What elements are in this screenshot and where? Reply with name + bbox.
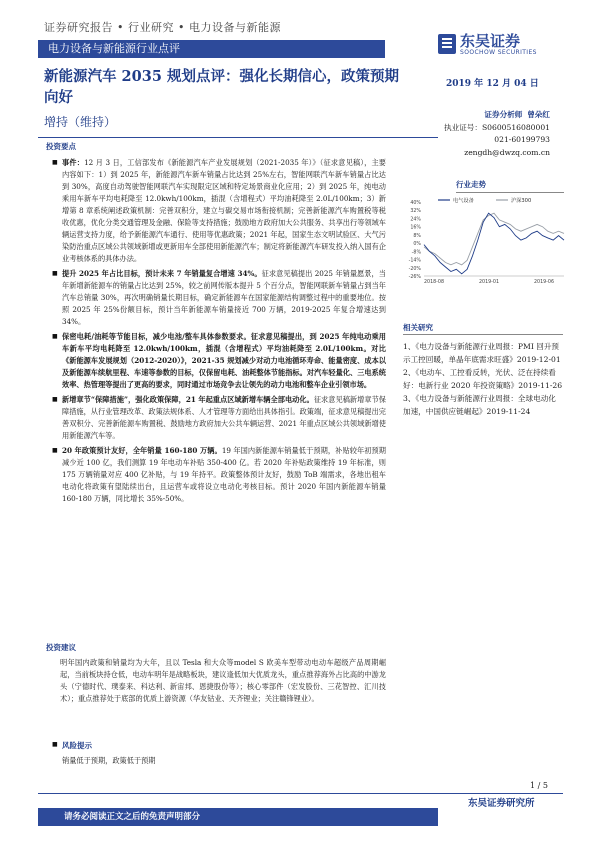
key-point <box>52 157 386 265</box>
risk-text: 销量低于预期，政策低于预期 <box>62 756 156 765</box>
y-tick-label: -26% <box>408 275 421 280</box>
key-point-lead: 20 年政策预计友好，全年销量 160-180 万辆。 <box>62 446 222 455</box>
key-point-text: 征求意见稿提出 2025 年销量愿景，当年新增新能源车的销量占比达到 25%，较之前网传版本提升 5 个百分点，智能网联新车销量占到当年汽车总销量 30%，再次明确销量长期目标，确定新能源车在国家能源结构调整过程中的重要地位。按照 2025 年 25%份额目标，预计当年新能源车销量接近 700 万辆，2019-2025 年复合增速达到 34%。 <box>62 269 386 326</box>
y-tick-label: -8% <box>411 250 421 256</box>
key-point <box>52 268 386 328</box>
trend-chart <box>398 196 568 286</box>
key-point-lead: 提升 2025 年占比目标，预计未来 7 年销量复合增速 34%。 <box>62 269 262 278</box>
series-line <box>424 213 564 274</box>
key-point-text: 征求意见稿新增章节保障措施，从行业管理改革、政策法规体系、人才管理等方面给出具体指引。政策端，征求意见稿提出完善双积分、完善新能源车购置税、鼓励地方政府加大公共车辆运营、2021 年重点区域公共领域新增使用新能源汽车等。 <box>62 395 386 440</box>
analyst-role: 证券分析师 <box>484 110 523 119</box>
section-key-points: 投资要点 <box>46 142 76 151</box>
page-number: 1 / 5 <box>530 781 548 790</box>
x-axis-labels <box>424 279 554 285</box>
legend-label: 沪深300 <box>511 198 532 204</box>
key-point <box>52 331 386 391</box>
section-risk: ■ 风险提示 <box>52 741 595 752</box>
y-tick-label: 32% <box>410 209 421 215</box>
chart-legend <box>438 196 531 204</box>
key-point-text: 19 年国内新能源车销量低于预期，补贴较年初预期减少近 100 亿，我们测算 19 年电动车补贴 350-400 亿。若 2020 年补贴政策维持 19 年标准，则 175 万辆销量对应 400 亿补贴，与 19 年持平。政策整体预计友好，鼓励 ToB 端需求，各地出租车电动化将政策有望陆续出台，且运营车或将设立电动化考核目标。预计 2020 年国内新能源车销量 160-180 万辆，同比增长 35%-50%。 <box>62 446 386 503</box>
y-tick-label: 8% <box>413 233 421 239</box>
logo-text-en: SOOCHOW SECURITIES <box>460 49 537 56</box>
key-point-lead: 新增章节“保障措施”，强化政策保障，21 年起重点区域新增车辆全部电动化。 <box>62 395 314 404</box>
brand-logo <box>438 30 558 60</box>
related-divider <box>403 334 563 335</box>
key-point-lead: 保密电耗/油耗等节能目标，减少电池/整车具体参数要求。 <box>62 332 251 341</box>
series-line <box>424 213 564 265</box>
analyst-cert: 执业证号：S0600516080001 <box>444 122 550 132</box>
footer-firm: 东吴证券研究所 <box>468 798 535 809</box>
related-item[interactable]: 2、《电动车、工控看反转，光伏、泛在持续看好：电新行业 2020 年投资策略》2019-11-26 <box>403 368 563 390</box>
key-point <box>52 394 386 442</box>
section-related: 相关研究 <box>403 323 433 332</box>
footer-divider <box>38 793 563 794</box>
section-investment-advice: 投资建议 <box>46 643 76 652</box>
x-tick-label: 2019-06 <box>533 280 555 285</box>
report-title: 新能源汽车 2035 规划点评：强化长期信心，政策预期向好 <box>44 68 399 106</box>
analyst-email[interactable]: zengdh@dwzq.com.cn <box>464 147 550 157</box>
divider <box>38 137 438 138</box>
disclaimer-band: 请务必阅读正文之后的免责声明部分 <box>38 808 438 826</box>
key-points-body <box>52 157 386 505</box>
logo-text-cn: 东吴证券 <box>460 32 521 50</box>
y-axis-labels <box>409 200 422 280</box>
logo-mark-icon <box>438 34 456 54</box>
y-tick-label: 0% <box>413 242 421 248</box>
y-tick-label: -14% <box>408 258 421 264</box>
key-point <box>52 445 386 505</box>
key-point-text: 征求意见稿提出，到 2025 年纯电动乘用车新车平均电耗降至 12.0kwh/100km，插混（含增程式）平均油耗降至 2.0L/100km。对比《新能源车发展规划（2012-2020）》，2021-35 规划减少对动力电池循环寿命、能量密度、成本以及新能源车续航里程、车速等参数的目标，仅保留电耗、油耗整体节能指标。对汽车轻量化、三电系统效率、热管理等提出了更高的要求，同时通过市场竞争去让领先的动力电池和整车企业引领市场。 <box>62 332 386 389</box>
rating: 增持（维持） <box>44 115 117 129</box>
key-point-lead: 事件： <box>62 158 85 167</box>
trend-divider <box>456 192 564 193</box>
section-trend: 行业走势 <box>456 180 486 189</box>
related-item[interactable]: 1、《电力设备与新能源行业周报：PMI 回升预示工控回暖，单晶年底需求旺盛》2019-12-01 <box>403 342 561 364</box>
investment-advice-text: 明年国内政策和销量均为大年，且以 Tesla 和大众等model S 欧美车型带动电动车超级产品周期崛起，当前板块持仓低，电动车明年是战略板块，建议逢低加大优质龙头，重点推荐海外占比高的中游龙头（宁德时代、璞泰来、科达利、新宙邦、恩捷股份等）；核心零部件（宏发股份、三花智控、汇川技术）；重点推荐处于底部的优质上游资源（华友钴业、天齐锂业；关注赣锋锂业）。 <box>60 658 386 703</box>
analyst-name: 曾朵红 <box>527 110 550 119</box>
report-date: 2019 年 12 月 04 日 <box>446 79 539 89</box>
header-band: 电力设备与新能源行业点评 <box>38 40 385 58</box>
y-tick-label: 24% <box>410 217 421 223</box>
y-tick-label: 40% <box>410 201 421 206</box>
legend-label: 电气设备 <box>453 198 474 204</box>
analyst-phone: 021-60199793 <box>494 135 550 144</box>
x-tick-label: 2019-01 <box>478 280 500 285</box>
related-item[interactable]: 3、《电力设备与新能源行业周报：全球电动化加速，中国供应链崛起》2019-11-24 <box>403 394 556 416</box>
analyst-block <box>440 109 550 159</box>
y-tick-label: -20% <box>408 266 421 272</box>
chart-series <box>424 213 564 274</box>
y-tick-label: 16% <box>410 225 421 231</box>
x-tick-label: 2018-08 <box>423 280 445 285</box>
key-point-text: 12 月 3 日，工信部发布《新能源汽车产业发展规划（2021-2035 年）》（征求意见稿），主要内容如下：1）到 2025 年，新能源汽车新车销量占比达到 25%左右，智能网联汽车新车销量占比达到 30%，高度自动驾驶智能网联汽车实现限定区域和特定场景商业化应用；2）到 2025 年，纯电动乘用车新车平均电耗降至 12.0kwh/100km，插混（含增程式）平均油耗降至 2.0L/100km；3）新增第 8 章系统阐述政策机制：完善双积分，建立与碳交易市场衔接机制；完善新能源汽车购置税等税收优惠，优化分类交通管理及金融、保险等支持措施；鼓励地方政府加大公共服务、共享出行等领域车辆运营支持力度，给予新能源汽车通行、使用等优惠政策；2021 年起，国家生态文明试验区、大气污染防治重点区域公共领域新增或更新用车全部使用新能源汽车；制定将新能源汽车研发投入纳入国有企业考核体系的具体办法。 <box>62 158 386 263</box>
related-list <box>403 340 563 418</box>
header-tags: 证券研究报告 • 行业研究 • 电力设备与新能源 <box>44 21 281 34</box>
